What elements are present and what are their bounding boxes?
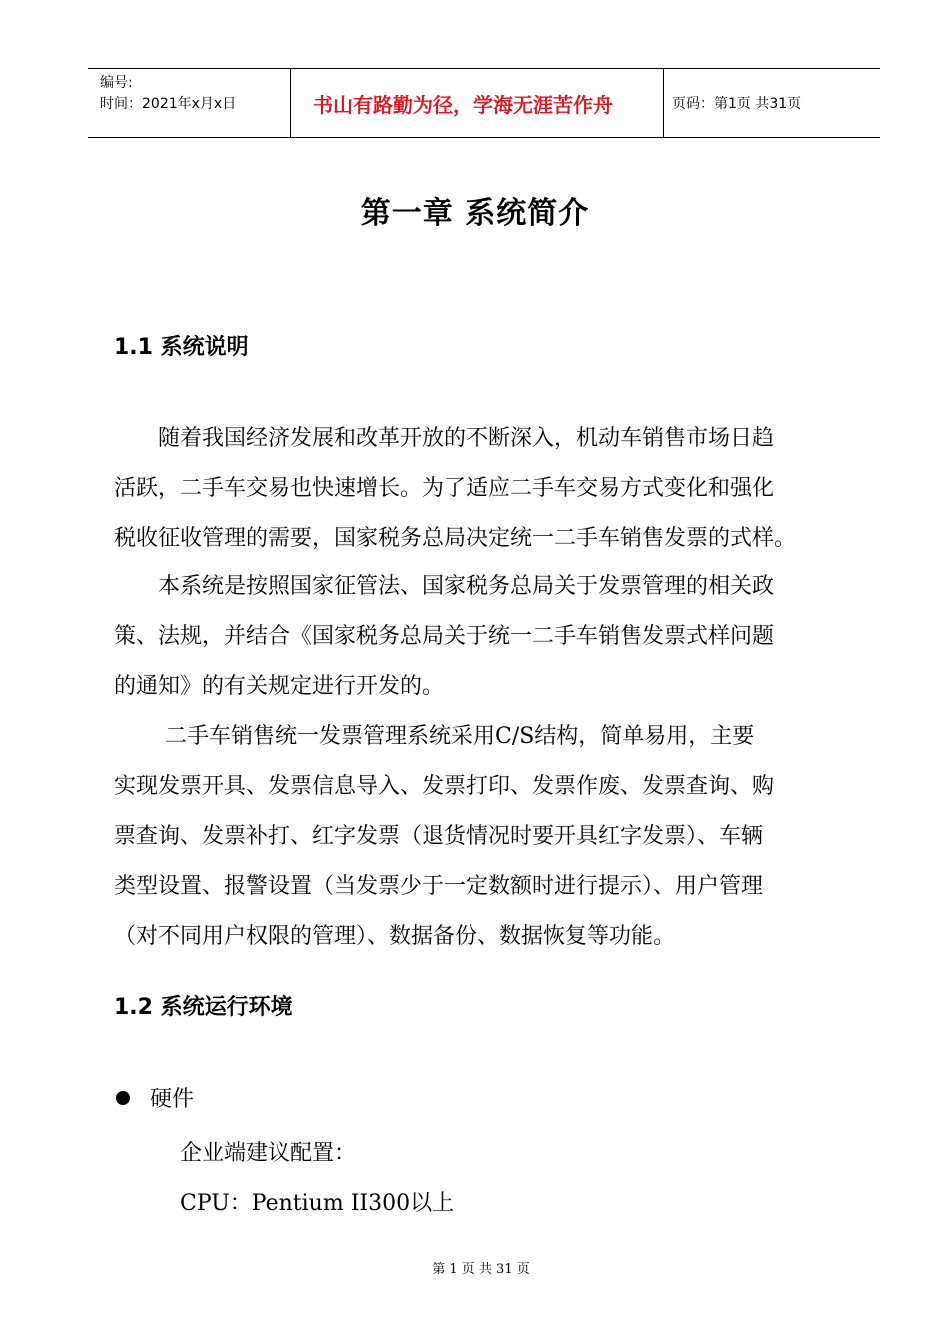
section-title-1-1: 1.1 系统说明 — [114, 335, 249, 360]
document-time-label: 时间：2021年x月x日 — [100, 96, 237, 112]
paragraph-line: 票查询、发票补打、红字发票（退货情况时要开具红字发票）、车辆 — [114, 824, 764, 849]
bullet-icon — [116, 1091, 130, 1105]
header-page-info: 页码：第1页 共31页 — [672, 96, 802, 112]
paragraph-line: 活跃，二手车交易也快速增长。为了适应二手车交易方式变化和强化 — [114, 476, 775, 501]
bullet-label: 硬件 — [150, 1087, 195, 1112]
section-title-1-2: 1.2 系统运行环境 — [114, 995, 293, 1020]
paragraph-line: 随着我国经济发展和改革开放的不断深入，机动车销售市场日趋 — [114, 426, 775, 451]
header-motto: 书山有路勤为径，学海无涯苦作舟 — [313, 92, 613, 117]
paragraph-line: （对不同用户权限的管理）、数据备份、数据恢复等功能。 — [114, 924, 676, 949]
header-motto-cell — [290, 69, 664, 137]
paragraph-3 — [114, 712, 844, 962]
header-meta — [88, 69, 290, 137]
paragraph-line: 税收征收管理的需要，国家税务总局决定统一二手车销售发票的式样。 — [114, 526, 797, 551]
document-header — [88, 68, 880, 138]
paragraph-line: 的通知》的有关规定进行开发的。 — [114, 674, 445, 699]
config-heading: 企业端建议配置： — [180, 1141, 357, 1166]
config-cpu: CPU：Pentium II300以上 — [180, 1191, 455, 1216]
paragraph-line: 本系统是按照国家征管法、国家税务总局关于发票管理的相关政 — [114, 574, 775, 599]
paragraph-line: 类型设置、报警设置（当发票少于一定数额时进行提示）、用户管理 — [114, 874, 764, 899]
page-footer: 第 1 页 共 31 页 — [432, 1262, 530, 1277]
paragraph-2 — [114, 562, 844, 712]
paragraph-line: 策、法规，并结合《国家税务总局关于统一二手车销售发票式样问题 — [114, 624, 775, 649]
paragraph-line: 实现发票开具、发票信息导入、发票打印、发票作废、发票查询、购 — [114, 774, 775, 799]
bullet-item-hardware — [114, 1082, 194, 1113]
paragraph-1 — [114, 414, 844, 564]
paragraph-line: 二手车销售统一发票管理系统采用C/S结构，简单易用，主要 — [114, 724, 755, 749]
chapter-title: 第一章 系统简介 — [360, 196, 590, 231]
document-number-label: 编号: — [100, 75, 133, 91]
